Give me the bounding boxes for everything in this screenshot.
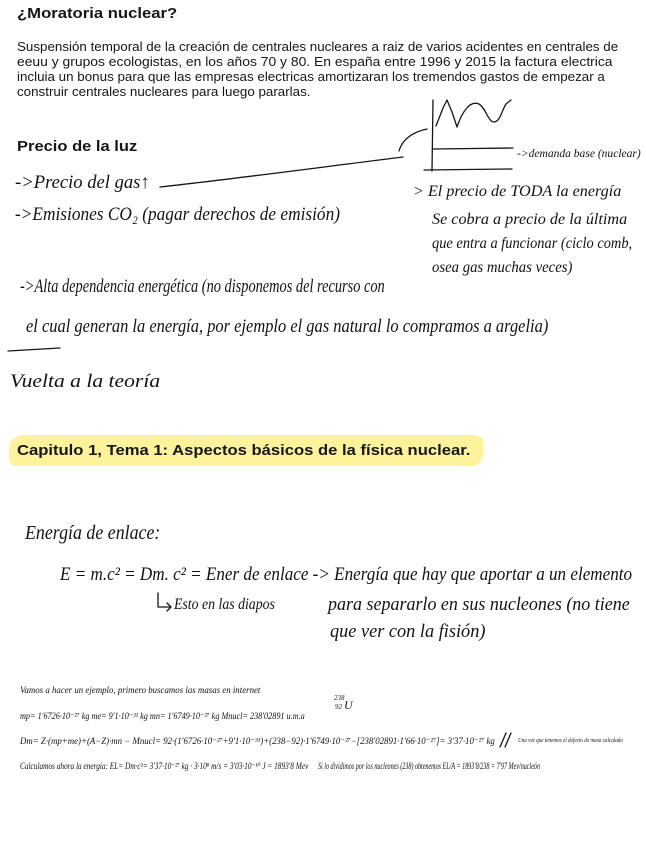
gas-price-note: ->Precio del gas↑ [15, 172, 150, 193]
price-section-heading: Precio de la luz [17, 138, 138, 155]
dependency-line: el cual generan la energía, por ejemplo el gas natural lo compramos a argelia) [26, 316, 549, 337]
graph-pointer-stroke [399, 129, 427, 151]
binding-energy-formula: E = m.c² = Dm. c² = Ener de enlace -> Energía que hay que aportar a un elemento [60, 564, 633, 585]
example-intro: Vamos a hacer un ejemplo, primero buscamos las masas en internet [20, 685, 261, 695]
intro-line: Suspensión temporal de la creación de centrales nucleares a raiz de varios acidentes en centrales de [17, 40, 619, 54]
energy-per-nucleon-calculation: Si lo dividimos por los nucleones (238) obtenemos EL/A = 1893'8/238 = 7'97 Mev/nucleón [318, 761, 541, 771]
gas-to-graph-arrow [160, 157, 403, 187]
intro-line: incluia un bonus para que las empresas electricas amortizaran los tremendos gastos de empezar a [17, 70, 605, 84]
graph-x-axis [424, 169, 512, 170]
graph-price-curve [436, 100, 511, 127]
definition-line: para separarlo en sus nucleones (no tiene [328, 594, 630, 615]
intro-line: construir centrales nucleares para luego pararlas. [17, 85, 311, 99]
isotope-notation [333, 694, 355, 716]
isotope-element-symbol: U [344, 698, 353, 712]
graph-base-demand-line [433, 148, 513, 149]
chapter-heading: Capitulo 1, Tema 1: Aspectos básicos de la física nuclear. [17, 442, 471, 459]
hook-arrow-icon [158, 593, 171, 611]
section-separator-line [8, 348, 60, 351]
graph-base-demand-label: ->demanda base (nuclear) [517, 146, 641, 160]
isotope-atomic-number: 92 [335, 703, 342, 711]
slides-note: Esto en las diapos [174, 596, 275, 613]
binding-energy-title: Energía de enlace: [25, 522, 161, 544]
mass-defect-note: Una vez que tenemos el defecto de masa calculado [518, 738, 623, 744]
particle-masses: mp= 1'6726·10⁻²⁷ kg me= 9'1·10⁻³¹ kg mn= 1'6749·10⁻²⁷ kg Mnucl= 238'02891 u.m.a [20, 711, 305, 721]
page-title: ¿Moratoria nuclear? [17, 5, 178, 22]
dependency-line: ->Alta dependencia energética (no disponemos del recurso con [20, 276, 385, 297]
emissions-note: ->Emisiones CO₂ (pagar derechos de emisión) [15, 204, 340, 225]
marginal-price-line: osea gas muchas veces) [432, 259, 573, 276]
isotope-mass-number: 238 [334, 694, 345, 702]
marginal-price-line: > El precio de TODA la energía [413, 183, 622, 200]
mass-defect-calculation: Dm= Z·(mp+me)+(A−Z)·mn − Mnucl= 92·(1'6726·10⁻²⁷+9'1·10⁻³¹)+(238−92)·1'6749·10⁻²⁷−[238'02891·1'66·10⁻²⁷]= 3'37·10⁻²⁷ kg [20, 736, 495, 746]
graph-y-axis [432, 100, 433, 171]
marginal-price-line: Se cobra a precio de la última [432, 211, 628, 228]
intro-paragraph [17, 40, 619, 100]
intro-line: eeuu y grupos ecologistas, en los años 70 y 80. En españa entre 1996 y 2015 la factura electrica [17, 55, 613, 69]
definition-line: que ver con la fisión) [330, 621, 486, 642]
back-to-theory-note: Vuelta a la teoría [10, 371, 161, 392]
double-check-icon [500, 733, 511, 747]
binding-energy-calculation: Calculamos ahora la energía: EL= Dm·c²= 3'37·10⁻²⁷ kg · 3·10⁸ m/s = 3'03·10⁻¹⁰ J = 1893'8 Mev [20, 761, 309, 771]
marginal-price-line: que entra a funcionar (ciclo comb, [432, 235, 633, 252]
